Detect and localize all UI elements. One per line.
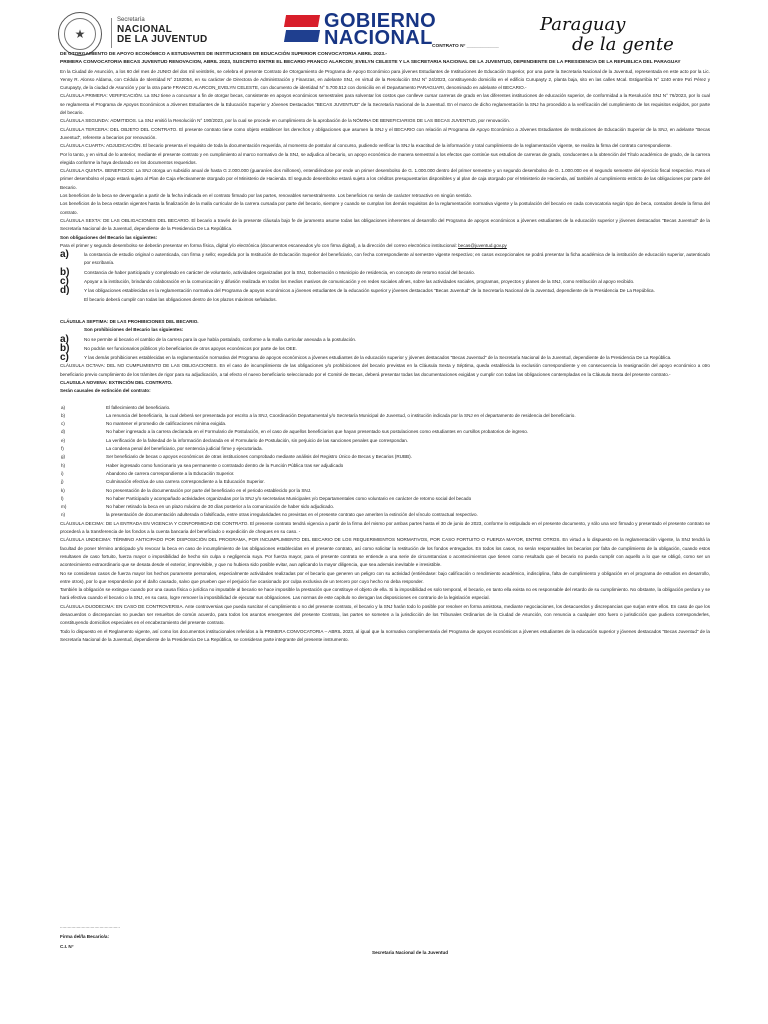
clause-2: CLÁUSULA SEGUNDA: ADMITIDOS. La SNJ emitió la Resolución N° 190/2023, por la cual se procede en cumplimiento de la aprobación de la NÓMINA DE BENEFICIARIOS DE LAS BECAS JUVENTUD, por renovación. bbox=[60, 118, 510, 124]
clause-5: CLÁUSULA QUINTA. BENEFICIOS: La SNJ otorga un subsidio anual de hasta G 2.000.000 (guaraníes dos millones), entendiéndose por ende un primer desembolso de G. 1.000.000 dentro del primer semestre y un segundo desembolso de G. 1.000.000 en el segundo semestre del ejercicio fiscal respectivo. Para el primer desembolso el pago estará sujeto al Plan de Caja efectivamente otorgado por el Ministerio de Hacienda. El segundo desembolso estará sujeto a los créditos presupuestarios disponibles y al plan de caja otorgado por el Ministerio de Hacienda, así también al cumplimiento estricto de las obligaciones por parte del Becario. bbox=[60, 168, 710, 190]
clause-3: CLÁUSULA TERCERA: DEL OBJETO DEL CONTRATO. El presente contrato tiene como objeto establecer los derechos y obligaciones que asumen la SNJ y el BECARIO con relación al Programa de Apoyo Económico a Jóvenes Estudiantes de Instituciones de Educación Superior de la SNJ, en adelante "Becas Juventud", referente a becarios por renovación. bbox=[60, 126, 710, 140]
caus-item bbox=[60, 462, 710, 470]
caus-item bbox=[60, 420, 710, 428]
contract-body bbox=[60, 42, 710, 644]
item-label: h) bbox=[61, 462, 66, 468]
causales-list bbox=[60, 404, 710, 520]
obligations-intro: Para el primer y segundo desembolso se deberán presentar en forma física, digital y/o electrónica (documentos escaneados y/o con firma digital), a la dirección del correo electrónico institucional: becas@juventud.gov.py bbox=[60, 242, 507, 248]
item-label: c) bbox=[60, 352, 69, 364]
obligations-heading: Son obligaciones del Becario las siguientes: bbox=[60, 234, 158, 240]
item-text: Abandono de carrera correspondiente a la Educación Superior. bbox=[106, 470, 235, 476]
obligations-closing: El becario deberá cumplir con todas las obligaciones dentro de los plazos máximos señalados. bbox=[84, 296, 277, 302]
caus-item bbox=[60, 470, 710, 478]
contract-number: CONTRATO N° ____________ bbox=[432, 44, 499, 49]
item-label: a) bbox=[60, 249, 69, 261]
caus-item bbox=[60, 437, 710, 445]
gobierno-word: GOBIERNO bbox=[324, 10, 437, 32]
item-text: Constancia de haber participado y completado en carácter de voluntario, actividades organizadas por la SNJ, Gobernación o Municipio de residencia, en concepto de retorno social del becario. bbox=[84, 269, 475, 275]
seal-star-icon: ★ bbox=[74, 27, 86, 41]
clause-11-b: No se consideran casos de fuerza mayor los hechos puramente personales, especialmente actividades realizadas por el becario que generen un peligro con su actividad (entiéndase: bajo calificación o rendimiento académico, indisciplina, falta de cumplimiento y obligación en el programa de estudios en desarrollo, entre otros), por lo que responderán por el daño causado, salvo que prueben que el perjuicio fue ocasionado por culpa exclusiva de un tercero por cuyo hecho no deba responder. bbox=[60, 570, 710, 584]
item-text: Y las demás prohibiciones establecidas en la reglamentación normativa del Programa de apoyos económicos a jóvenes estudiantes de la educación superior y jóvenes destacados "Becas Juventud" de la Secretaría Nacional de la Juventud, dependiente de la Presidencia De La República. bbox=[84, 355, 672, 361]
item-text: Y las obligaciones establecidas en la reglamentación normativa del Programa de apoyos económicos a jóvenes estudiantes de la educación superior y jóvenes destacados "Becas Juventud" de la Secretaría Nacional de la Juventud, dependiente de la Presidencia De La República. bbox=[84, 288, 655, 294]
clause-11-c: También la obligación se extingue cuando por una causa física o jurídica no imputable al becario se hace imposible la prestación que constituye el objeto de ella. Si la imposibilidad es solo temporal, el becario, en tanto ella exista no es responsable del retardo de su cumplimiento. No obstante, la obligación perdura y se hará efectiva cuando el becario o la SNJ, en su caso, logre remover la imposibilidad de ejecutar sus obligaciones. Las normas de este capítulo no derogan las disposiciones en contrario de la legislación especial. bbox=[60, 587, 710, 601]
clause-13: Todo lo dispuesto en el Reglamento vigente, así como los documentos institucionales referidos a la PRIMERA CONVOCATORIA – ABRIL 2023, al igual que la normativa complementaria del Programa de apoyos económicos a jóvenes estudiantes de la educación superior y jóvenes destacados "Becas Juventud" de la Secretaría Nacional de la Juventud, dependiente de la Presidencia De La República, se consideran parte integrante del presente instrumento. bbox=[60, 628, 710, 642]
item-text: No mantener el promedio de calificaciones mínima exigida. bbox=[106, 421, 227, 427]
caus-item bbox=[60, 445, 710, 453]
item-text: la constancia de estudio original o autenticada, con firma y sello; expedida por la Institución de Educación Superior del beneficiario, con fecha correspondiente al semestre vigente respectivo; en casos excepcionales se podrá presentar la ficha académica de la institución de educación superior, autenticado por escribanía. bbox=[84, 252, 710, 266]
nacional-word: NACIONAL bbox=[324, 27, 433, 49]
clause-4-continued: Por lo tanto, y en virtud de lo anterior, mediante el presente contrato y en cumplimiento al marco normativo de la SNJ, se adjudica al becario, un apoyo económico de manera semestral a los efectos que continúe sus estudios de carreras de grado, conducentes a la obtención del Título académico de grado, de la carrera elegida conforme la haya declarado en los documentos requeridos. bbox=[60, 151, 710, 165]
item-text: La verificación de la falsedad de la información declarada en el Formulario de Postulación, sin perjuicio de las sanciones penales que correspondan. bbox=[106, 437, 409, 443]
item-label: c) bbox=[61, 421, 65, 427]
item-label: a) bbox=[61, 404, 66, 410]
item-text: No podrán ser funcionarios públicos y/o beneficiarios de otros apoyos económicos por parte de los OEE. bbox=[84, 345, 297, 351]
item-text: La renuncia del beneficiario, la cual deberá ser presentada por escrito a la SNJ, Coordinación Departamental y/o Secretaría Municipal de Juventud, o institución indicada por la SNJ en el departamento de residencia del beneficiario. bbox=[106, 412, 576, 418]
clause-4: CLÁUSULA CUARTA: ADJUDICACIÓN. El becario presenta el requisito de toda la documentación requerida, al momento de postular al concurso, pudiendo verificar la SNJ la exactitud de la información y total cumplimiento de la reglamentación vigente, se realiza la firma del contrato correspondiente. bbox=[60, 143, 672, 149]
clause-12: CLÁUSULA DUODECIMA: EN CASO DE CONTROVERSIA. Ante controversias que pueda suscitar el cumplimiento o no del presente contrato, el becario y la SNJ harán todo lo posible por resolver en forma amistosa, mediante negociaciones, los desacuerdos y discrepancias que surjan entre ellos. En caso de que los desacuerdos o discrepancias no puedan ser resueltos de común acuerdo, para todos los asuntos emergentes del presente Contrato, las partes se someten a la jurisdicción de los Tribunales Ordinarios de la Ciudad de Asunción, con renuncia a cualquier otro fuero o jurisdicción que pudiera corresponderles, constituyendo domicilios especiales en el encabezamiento del presente contrato. bbox=[60, 603, 710, 626]
snj-name-line-1: NACIONAL bbox=[117, 24, 173, 35]
caus-item bbox=[60, 453, 710, 461]
item-label: l) bbox=[61, 495, 64, 501]
item-text: No haber retirado la beca en un plazo máximo de 30 días posterior a la comunicación de haber sido adjudicado. bbox=[106, 504, 335, 510]
item-label: d) bbox=[60, 285, 70, 297]
caus-item bbox=[60, 495, 710, 503]
obl-item bbox=[60, 268, 710, 277]
obl-item bbox=[60, 286, 710, 295]
item-label: e) bbox=[61, 437, 66, 443]
item-text: No haber Participado y acompañado actividades organizadas por la SNJ y/o secretarias Municipales y/o Departamentales como voluntario en carácter de retorno social del becado bbox=[106, 495, 472, 501]
clause-8: CLÁUSULA OCTAVA: DEL NO CUMPLIMIENTO DE LAS OBLIGACIONES. En el caso de incumplimiento de las obligaciones y/o prohibiciones del becario previstas en la Cláusula Sexta y Séptima, queda establecida la exclusión correspondiente y en consecuencia la reasignación del apoyo económico a otro beneficiario previo cumplimiento de los trámites de rigor para su adjudicación, a tal efecto el nuevo beneficiario seleccionado por el Comité de Becas, deberá presentar todas las documentaciones exigidas y cumplir con todas las obligaciones contempladas en la Cláusula Sexta del presente contrato.- bbox=[60, 363, 710, 377]
item-text: No se permite al becario el cambio de la carrera para la que había postulado, conforme a la malla curricular anexada a la postulación. bbox=[84, 336, 357, 342]
slogan-de-la-gente: de la gente bbox=[572, 34, 674, 55]
intro-paragraph: En la Ciudad de Asunción, a los 60 del mes de JUNIO del dos mil veintitrés, se celebra el presente Contrato de Otorgamiento de Programa de Apoyo Económico para jóvenes Estudiantes de Instituciones de Educación Superior, por una parte la Secretaria Nacional de la Juventud, representada en este acto por la Lic. Yenny R. Alonso Aldama, con Cédula de Identidad N° 2182054, en su carácter de Directora de Administración y Finanzas, en adelante SNJ, en virtud de la Resolución SNJ N° 24/2023, constituyendo domicilio en el edificio Curupayty 2, planta baja, sito en las calles Mcal. Estigarribia N° 1240 entre Pa'i Pérez y Curupayty, de la ciudad de Asunción y por la otra parte FRANCO ALARCON_EVELYN CELESTE, con documento de identidad N° 5.700.512 con domicilio en el Departamento PARAGUARI, denominado en adelante el BECARIO.- bbox=[60, 68, 710, 91]
item-label: c) bbox=[60, 276, 69, 288]
item-label: b) bbox=[61, 412, 66, 418]
item-label: b) bbox=[60, 342, 70, 354]
item-text: El fallecimiento del beneficiario. bbox=[106, 404, 171, 410]
caus-item bbox=[60, 428, 710, 436]
clause-1: CLÁUSULA PRIMERA: VERIFICACIÓN. La SNJ tiene a concursar a fin de otorgar becas, consistente en apoyos económicos semestrales para solventar los costos que conlleve cursar carreras de grado en las diferentes instituciones de educación superior, de conformidad a la Resolución SNJ N° 76/2023, por lo cual se reglamenta el Programa de Apoyos Económicos a Jóvenes Estudiantes de la Educación Superior y Jóvenes Destacados "BECAS JUVENTUD" de la Secretaría Nacional de la Juventud. En el marco de dicho reglamentación la SNJ ha procedido a la verificación del cumplimiento de los requisitos exigidos, por parte del becario. bbox=[60, 93, 710, 116]
signature-line: ............................................... bbox=[60, 924, 120, 929]
signature-block bbox=[60, 922, 710, 955]
proh-item bbox=[60, 335, 710, 344]
slogan-paraguay: Paraguay bbox=[540, 14, 626, 35]
prohibitions-heading: Son prohibiciones del Becario las siguientes: bbox=[84, 327, 184, 333]
prohibitions-list bbox=[60, 335, 710, 363]
gobierno-nacional-logo-icon bbox=[285, 15, 319, 43]
caus-item bbox=[60, 503, 710, 511]
item-text: Ser beneficiario de becas o apoyos económicos de otras instituciones comprobado mediante análisis del Registro Único de Becas y Becarios (RUBB). bbox=[106, 454, 412, 460]
snj-name-line-2: DE LA JUVENTUD bbox=[117, 34, 208, 45]
item-text: La condena penal del beneficiario, por sentencia judicial firme y ejecutoriada. bbox=[106, 446, 263, 452]
causales-heading: Serán causales de extinción del contrato: bbox=[60, 388, 151, 394]
caus-item bbox=[60, 478, 710, 486]
caus-item bbox=[60, 412, 710, 420]
obl-item bbox=[60, 250, 710, 268]
proh-item bbox=[60, 353, 710, 362]
clause-5-c: Los beneficios de la beca estarán vigentes hasta la finalización de la malla curricular de la carrera cursada por parte del becario, siempre y cuando se cumplan los demás requisitos de la reglamentación normativa vigente y la postulación del becario en cada convocatoria según tipo de beca, contados desde la firma del contrato. bbox=[60, 201, 710, 215]
clause-6: CLÁUSULA SEXTA: DE LAS OBLIGACIONES DEL BECARIO. El becario a través de la presente cláusula bajo fe de juramento asume todas las obligaciones inherentes al desarrollo del Programa de apoyos económicos a jóvenes estudiantes de la educación superior y jóvenes destacados "Becas Juventud" de la Secretaría Nacional de la Juventud, dependiente de la Presidencia De La República. bbox=[60, 217, 710, 232]
contract-subtitle: PRIMERA CONVOCATORIA BECAS JUVENTUD RENOVACION, ABRIL 2023, SUSCRITO ENTRE EL BECARIO FRANCO ALARCON_EVELYN CELESTE Y LA SECRETARIA NACIONAL DE LA JUVENTUD, DEPENDIENTE DE LA PRESIDENCIA DE LA REPUBLICA DEL PARAGUAY bbox=[60, 60, 681, 66]
item-text: No haber ingresado a la carrera declarada en el Formulario de Postulación, en el caso de aquellos beneficiarios que hayan presentado sus postulaciones como estudiantes en cursillos probatorios de ingreso. bbox=[106, 429, 529, 435]
snj-logo-caption: Secretaría bbox=[117, 17, 145, 23]
item-label: d) bbox=[61, 429, 66, 435]
item-text: Apoyar a la institución, brindando colaboración en la comunicación y difusión realizada en todos los medios masivos de comunicación y en redes sociales afines, sobre las actividades sociales, programas, proyectos y planes de la SNJ, como retribución al apoyo recibido. bbox=[84, 279, 635, 285]
item-label: k) bbox=[61, 487, 65, 493]
item-label: f) bbox=[61, 446, 64, 452]
item-label: j) bbox=[61, 479, 64, 485]
item-label: m) bbox=[61, 504, 67, 510]
item-text: No presentación de la documentación por parte del beneficiario en el periodo establecido por la SNJ. bbox=[106, 487, 312, 493]
ci-label: C.I. N° bbox=[60, 944, 74, 949]
caus-item bbox=[60, 511, 710, 519]
caus-item bbox=[60, 487, 710, 495]
item-label: a) bbox=[60, 333, 69, 345]
signature-label: Firma del/la Becario/a: bbox=[60, 934, 110, 939]
obligations-list bbox=[60, 250, 710, 295]
contract-title: DE OTORGAMIENTO DE APOYO ECONÓMICO A ESTUDIANTES DE INSTITUCIONES DE EDUCACIÓN SUPERIOR CONVOCATORIA ABRIL 2023.- bbox=[60, 52, 388, 57]
clause-10: CLÁUSULA DECIMA: DE LA ENTRADA EN VIGENCIA Y CONFORMIDAD DE CONTRATO. El presente contrato tendrá vigencia a partir de la firma del mismo por ambas partes hasta el 30 de junio de 2023, conforme lo estipulado en el presente documento, y sólo una vez firmado y presentado el presente contrato se procederá a la transferencia de los fondos a la cuenta bancaria del beneficiado o expedición de cheques en su caso. - bbox=[60, 520, 710, 535]
becas-email-link[interactable]: becas@juventud.gov.py bbox=[458, 242, 507, 248]
clause-7-heading: CLÁUSULA SEPTIMA: DE LAS PROHIBICIONES DEL BECARIO. bbox=[60, 318, 199, 324]
item-label: b) bbox=[60, 266, 70, 278]
item-text: Culminación efectiva de una carrera correspondiente a la Educación Superior. bbox=[106, 479, 265, 485]
item-text: la presentación de documentación adulterada o falsificada, entre otras irregularidades no previstas en el presente contrato que ameriten la extinción del vínculo contractual respectivo. bbox=[106, 512, 478, 518]
organization-signature: Secretaria Nacional de la Juventud bbox=[372, 950, 449, 955]
item-label: n) bbox=[61, 512, 66, 518]
item-text: Haber ingresado como funcionario ya sea permanente o contratado dentro de la Función Pública tras ser adjudicado bbox=[106, 462, 344, 468]
clause-5-b: Los beneficios de la beca se devengarán a partir de la fecha indicada en el contrato firmado por las partes, renovables semestralmente. Los beneficios no serán de carácter retroactivo en ningún sentido. bbox=[60, 193, 472, 199]
clause-11: CLÁUSULA UNDECIMA: TÉRMINO ANTICIPADO POR DISPOSICIÓN DEL PROGRAMA, POR INCUMPLIMIENTO DEL BECARIO DE LOS REQUERIMIENTOS NORMATIVOS, POR CASO FORTUITO O FUERZA MAYOR, ENTRE OTROS. En virtud a lo dispuesto en la reglamentación vigente, la SNJ tendrá la facultad de poner término anticipado y/o revocar la beca en caso de incumplimiento de las obligaciones establecidas en el presente contrato, así como solicitar la restitución de los fondos entregados. En todos los casos, no serán responsables los becarios por falta de cumplimiento de la obligación, cuando estos resultasen de caso fortuito, fuerza mayor o imposibilidad de hecho sin culpa o negligencia suya. Por fuerza mayor, para el presente contrato se entiende a una serie de circunstancias o acontecimientos que tienen como resultado que el becario no pueda cumplir con aquello a lo que se obligó, como ser un acontecimiento extraordinario que se desata desde el exterior, imprevisible, y que no hubiera sido posible evitar, aun aplicando la mayor diligencia, que sea además inevitable e irresistible. bbox=[60, 537, 710, 568]
caus-item bbox=[60, 404, 710, 412]
obl-item bbox=[60, 277, 710, 286]
proh-item bbox=[60, 344, 710, 353]
item-label: g) bbox=[61, 454, 66, 460]
item-label: i) bbox=[61, 470, 64, 476]
clause-9-heading: CLAUSULA NOVENA: EXTINCIÓN DEL CONTRATO. bbox=[60, 379, 173, 385]
